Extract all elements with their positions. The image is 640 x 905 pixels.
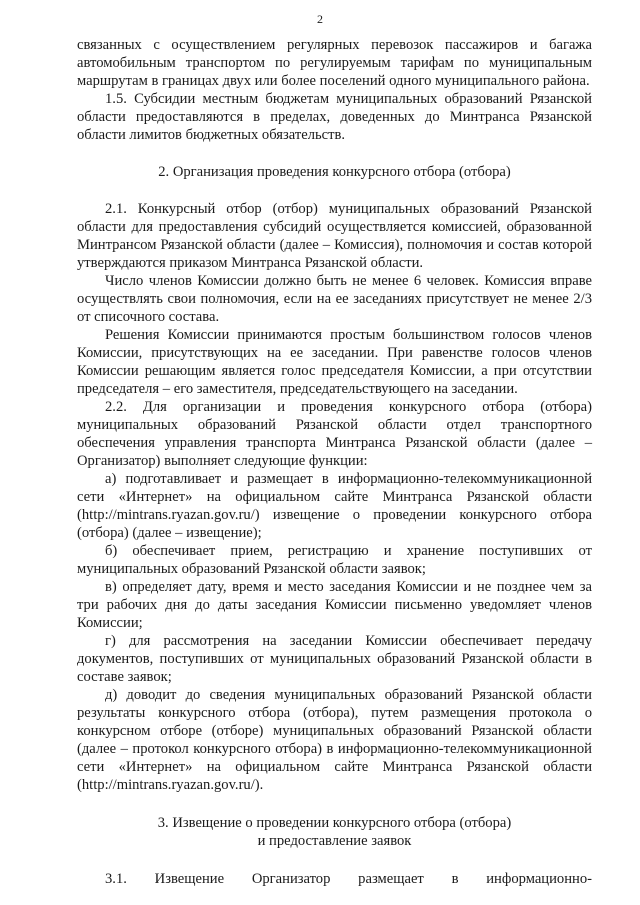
section-2-heading: 2. Организация проведения конкурсного отбора (отбора) <box>158 164 511 180</box>
paragraph-2-1: 2.1. Конкурсный отбор (отбор) муниципальных образований Рязанской области для предоставления субсидий осуществляется комиссией, образованной Минтрансом Рязанской области (далее – Комиссия), полномочия и состав которой утверждаются приказом Минтранса Рязанской области. <box>77 201 592 271</box>
section-3-heading <box>77 814 592 850</box>
list-item-d: д) доводит до сведения муниципальных образований Рязанской области результаты конкурсного отбора (отбора), путем размещения протокола о конкурсном отборе (отборе) муниципальных образований Рязанской области (далее – протокол конкурсного отбора) в информационно-телекоммуникационной сети «Интернет» на официальном сайте Минтранса Рязанской области (http://mintrans.ryazan.gov.ru/). <box>77 687 592 793</box>
section-3-heading-line-2: и предоставление заявок <box>257 833 412 849</box>
page-number: 2 <box>317 12 323 26</box>
paragraph-continuation: связанных с осуществлением регулярных перевозок пассажиров и багажа автомобильным транспортом по регулируемым тарифам по муниципальным маршрутам в границах двух или более поселений одного муниципального района. <box>77 37 592 89</box>
document-body <box>77 36 592 888</box>
list-item-a: а) подготавливает и размещает в информационно-телекоммуникационной сети «Интернет» на официальном сайте Минтранса Рязанской области (http://mintrans.ryazan.gov.ru/) извещение о проведении конкурсного отбора (отбора) (далее – извещение); <box>77 471 592 541</box>
paragraph-1-5: 1.5. Субсидии местным бюджетам муниципальных образований Рязанской области предоставляются в пределах, доведенных до Минтранса Рязанской области лимитов бюджетных обязательств. <box>77 91 592 143</box>
paragraph-commission-decisions: Решения Комиссии принимаются простым большинством голосов членов Комиссии, присутствующих на ее заседании. При равенстве голосов членов Комиссии решающим является голос председателя Комиссии, а при отсутствии председателя – его заместителя, председательствующего на заседании. <box>77 327 592 397</box>
list-item-b: б) обеспечивает прием, регистрацию и хранение поступивших от муниципальных образований Рязанской области заявок; <box>77 543 592 577</box>
paragraph-commission-members: Число членов Комиссии должно быть не менее 6 человек. Комиссия вправе осуществлять свои полномочия, если на ее заседаниях присутствует не менее 2/3 от списочного состава. <box>77 273 592 325</box>
list-item-g: г) для рассмотрения на заседании Комиссии обеспечивает передачу документов, поступивших от муниципальных образований Рязанской области в составе заявок; <box>77 633 592 685</box>
list-item-v: в) определяет дату, время и место заседания Комиссии и не позднее чем за три рабочих дня до даты заседания Комиссии письменно уведомляет членов Комиссии; <box>77 579 592 631</box>
section-3-heading-line-1: 3. Извещение о проведении конкурсного отбора (отбора) <box>157 815 512 831</box>
paragraph-2-2: 2.2. Для организации и проведения конкурсного отбора (отбора) муниципальных образований Рязанской области отдел транспортного обеспечения управления транспорта Минтранса Рязанской области (далее – Организатор) выполняет следующие функции: <box>77 399 592 469</box>
paragraph-3-1: 3.1. Извещение Организатор размещает в информационно- <box>105 871 592 887</box>
